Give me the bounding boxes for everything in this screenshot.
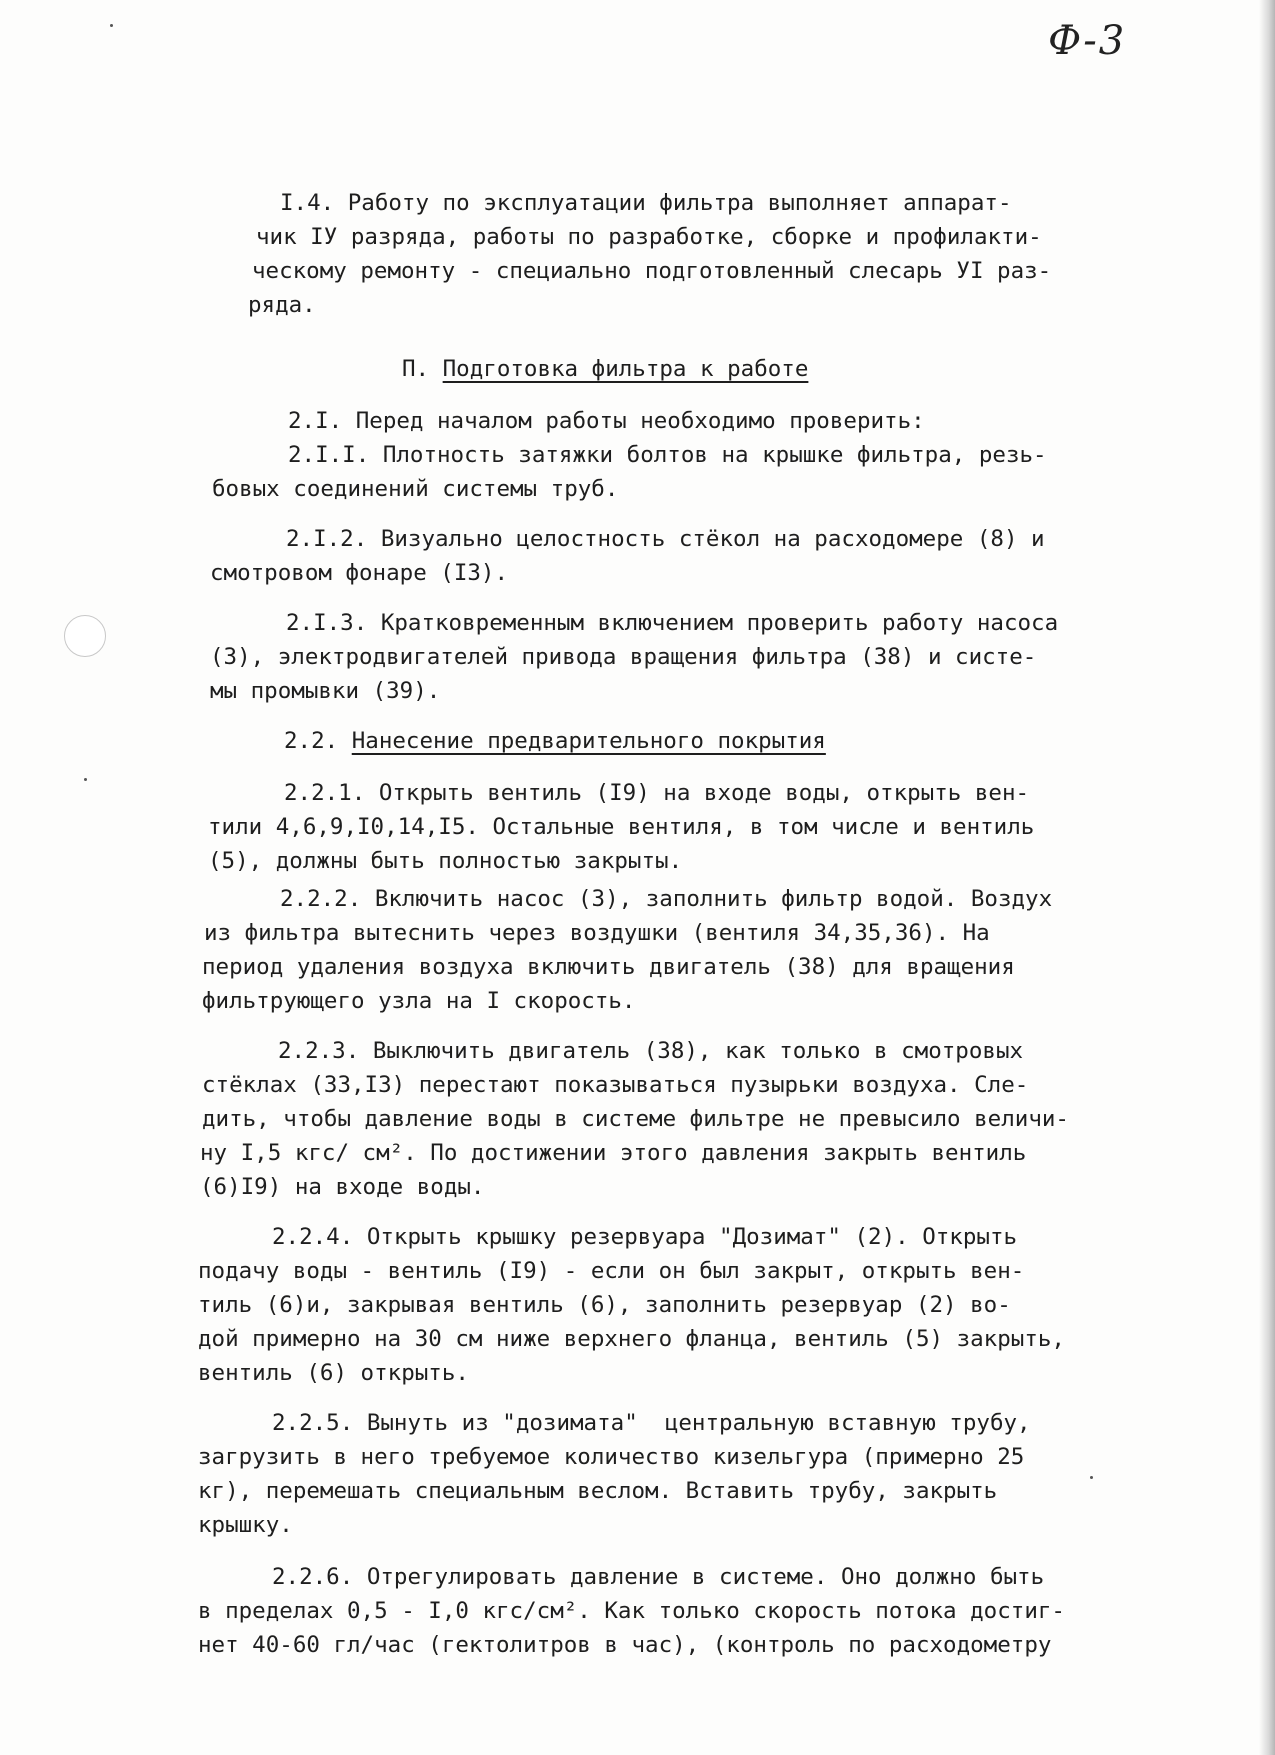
subsection-heading-title: Нанесение предварительного покрытия (351, 728, 826, 754)
subsection-heading-number: 2.2. (284, 728, 339, 754)
punch-hole (64, 615, 106, 657)
text-line: смотровом фонаре (I3). (210, 560, 509, 586)
text-line: вентиль (6) открыть. (198, 1360, 469, 1386)
subsection-heading (284, 730, 826, 753)
section-heading-title: Подготовка фильтра к работе (442, 356, 809, 382)
text-line: кг), перемешать специальным веслом. Вставить трубу, закрыть (198, 1478, 998, 1504)
text-line: из фильтра вытеснить через воздушки (вентиля 34,35,36). На (204, 920, 990, 946)
text-line: 2.I.3. Кратковременным включением проверить работу насоса (286, 610, 1059, 636)
section-heading (402, 358, 808, 381)
text-line: 2.2.2. Включить насос (3), заполнить фильтр водой. Воздух (280, 886, 1053, 912)
text-line: бовых соединений системы труб. (212, 476, 619, 502)
scan-speck (1090, 1476, 1093, 1479)
text-line: 2.I. Перед началом работы необходимо проверить: (288, 408, 925, 434)
text-line: (5), должны быть полностью закрыты. (208, 848, 683, 874)
page-number-handwritten: Ф-3 (1048, 18, 1127, 64)
text-line: в пределах 0,5 - I,0 кгс/см². Как только скорость потока достиг- (198, 1598, 1065, 1624)
page-edge-shadow (1259, 0, 1275, 1755)
text-line: фильтрующего узла на I скорость. (202, 988, 636, 1014)
text-line: нет 40-60 гл/час (гектолитров в час), (контроль по расходометру (198, 1632, 1052, 1658)
text-line: дить, чтобы давление воды в системе фильтре не превысило величи- (202, 1106, 1069, 1132)
section-heading-number: П. (402, 356, 430, 382)
text-line: тиль (6)и, закрывая вентиль (6), заполнить резервуар (2) во- (198, 1292, 1011, 1318)
text-line: ну I,5 кгс/ см². По достижении этого давления закрыть вентиль (200, 1140, 1027, 1166)
text-line: (3), электродвигателей привода вращения фильтра (38) и систе- (210, 644, 1037, 670)
text-line: ческому ремонту - специально подготовленный слесарь УI раз- (252, 258, 1052, 284)
text-line: 2.2.5. Вынуть из "дозимата" центральную вставную трубу, (272, 1410, 1031, 1436)
text-line: период удаления воздуха включить двигатель (38) для вращения (202, 954, 1015, 980)
text-line: крышку. (198, 1512, 293, 1538)
text-line: 2.2.1. Открыть вентиль (I9) на входе воды, открыть вен- (284, 780, 1030, 806)
text-line: 2.2.6. Отрегулировать давление в системе. Оно должно быть (272, 1564, 1045, 1590)
text-line: 2.2.4. Открыть крышку резервуара "Дозимат" (2). Открыть (272, 1224, 1018, 1250)
text-line: подачу воды - вентиль (I9) - если он был закрыт, открыть вен- (198, 1258, 1025, 1284)
text-line: I.4. Работу по эксплуатации фильтра выполняет аппарат- (280, 190, 1012, 216)
text-line: ряда. (248, 292, 316, 318)
text-line: 2.2.3. Выключить двигатель (38), как только в смотровых (278, 1038, 1024, 1064)
text-line: чик IУ разряда, работы по разработке, сборке и профилакти- (256, 224, 1042, 250)
text-line: дой примерно на 30 см ниже верхнего фланца, вентиль (5) закрыть, (198, 1326, 1065, 1352)
scan-speck (84, 778, 87, 781)
text-line: (6)I9) на входе воды. (200, 1174, 485, 1200)
text-line: загрузить в него требуемое количество кизельгура (примерно 25 (198, 1444, 1025, 1470)
text-line: стёклах (33,I3) перестают показываться пузырьки воздуха. Сле- (202, 1072, 1029, 1098)
text-line: 2.I.2. Визуально целостность стёкол на расходомере (8) и (286, 526, 1045, 552)
text-line: мы промывки (39). (210, 678, 441, 704)
text-line: тили 4,6,9,I0,14,I5. Остальные вентиля, в том числе и вентиль (208, 814, 1035, 840)
text-line: 2.I.I. Плотность затяжки болтов на крышке фильтра, резь- (288, 442, 1047, 468)
scan-speck (110, 24, 113, 27)
